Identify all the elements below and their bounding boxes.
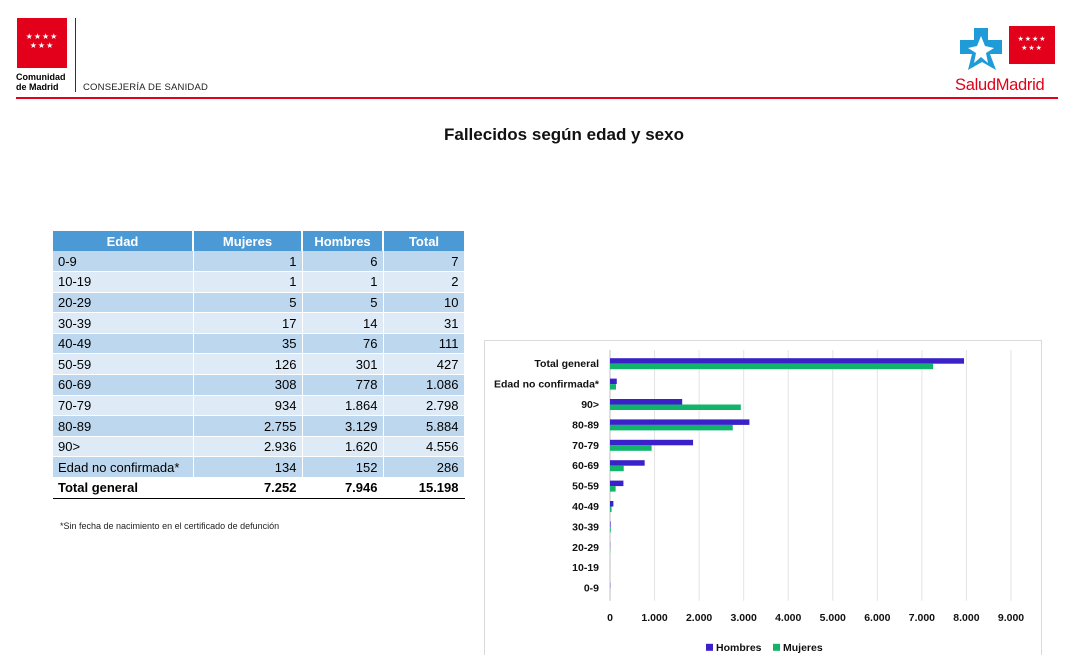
- category-label: 30-39: [572, 521, 599, 534]
- comunidad-madrid-name: Comunidad de Madrid: [16, 72, 66, 92]
- footnote: *Sin fecha de nacimiento en el certificado de defunción: [60, 521, 280, 531]
- page-title: Fallecidos según edad y sexo: [444, 125, 684, 144]
- x-tick-label: 1.000: [641, 611, 668, 624]
- bar-hombres: [610, 379, 617, 385]
- bar-mujeres: [610, 445, 652, 451]
- comunidad-madrid-flag-logo: [17, 18, 67, 68]
- bar-hombres: [610, 521, 611, 527]
- health-cross-icon: [958, 26, 1004, 72]
- category-label: Edad no confirmada*: [493, 378, 599, 391]
- table-header-row: [53, 231, 464, 251]
- bar-hombres: [610, 481, 623, 487]
- category-label: 60-69: [572, 460, 599, 473]
- category-label: 90>: [581, 399, 599, 411]
- category-label: 20-29: [572, 541, 599, 554]
- saludmadrid-logo: [955, 20, 1059, 96]
- bar-hombres: [610, 419, 749, 425]
- table-row: 60-69 308 778 1.086: [53, 375, 464, 396]
- saludmadrid-wordmark: SaludMadrid: [955, 76, 1045, 94]
- table-row: Edad no confirmada* 134 152 286: [53, 457, 464, 478]
- bar-mujeres: [610, 507, 612, 513]
- bar-mujeres: [610, 466, 624, 472]
- department-label: CONSEJERÍA DE SANIDAD: [83, 82, 209, 93]
- header-divider: [75, 18, 76, 92]
- header-red-rule: [16, 97, 1058, 99]
- bar-hombres: [610, 460, 645, 466]
- bar-mujeres: [610, 364, 933, 370]
- table-row: 10-19 1 1 2: [53, 272, 464, 293]
- category-label: 0-9: [583, 582, 599, 595]
- category-label: 80-89: [572, 419, 599, 432]
- bar-mujeres: [610, 486, 616, 492]
- legend-label-hombres: Hombres: [716, 641, 762, 654]
- category-label: Total general: [534, 358, 599, 371]
- column-header-total: Total: [383, 231, 464, 251]
- category-label: 10-19: [572, 562, 599, 575]
- legend-swatch-hombres: [706, 644, 713, 651]
- x-tick-label: 5.000: [819, 611, 846, 624]
- table-row: 80-89 2.755 3.129 5.884: [53, 416, 464, 437]
- table-row: 50-59 126 301 427: [53, 354, 464, 375]
- bar-mujeres: [610, 527, 611, 533]
- legend-label-mujeres: Mujeres: [783, 641, 823, 654]
- bar-hombres: [610, 440, 693, 446]
- category-label: 70-79: [572, 439, 599, 452]
- column-header-hombres: Hombres: [302, 231, 383, 251]
- table-body: [53, 251, 464, 498]
- x-tick-label: 8.000: [953, 611, 980, 624]
- x-tick-label: 9.000: [997, 611, 1025, 624]
- legend-swatch-mujeres: [773, 644, 780, 651]
- deaths-table: [53, 231, 465, 499]
- column-header-mujeres: Mujeres: [193, 231, 302, 251]
- table-row: 40-49 35 76 111: [53, 333, 464, 354]
- bar-mujeres: [610, 425, 733, 431]
- deaths-bar-chart: [484, 340, 1042, 655]
- x-tick-label: 0: [607, 611, 613, 624]
- category-label: 50-59: [572, 480, 599, 493]
- bar-mujeres: [610, 405, 741, 411]
- table-row: 90> 2.936 1.620 4.556: [53, 436, 464, 457]
- x-tick-label: 7.000: [908, 611, 936, 624]
- x-tick-label: 2.000: [685, 611, 713, 624]
- table-total-row: Total general 7.252 7.946 15.198: [53, 478, 464, 499]
- table-row: 0-9 1 6 7: [53, 251, 464, 272]
- table-row: 30-39 17 14 31: [53, 313, 464, 334]
- page-header: [0, 0, 1082, 100]
- bar-hombres: [610, 399, 682, 405]
- bar-mujeres: [610, 384, 616, 390]
- table-row: 20-29 5 5 10: [53, 292, 464, 313]
- x-tick-label: 4.000: [775, 611, 802, 624]
- bar-hombres: [610, 501, 613, 507]
- x-tick-label: 3.000: [730, 611, 757, 624]
- column-header-edad: Edad: [53, 231, 193, 251]
- saludmadrid-flag: ★★★★ ★★★: [1009, 26, 1055, 64]
- table-row: 70-79 934 1.864 2.798: [53, 395, 464, 416]
- bar-hombres: [610, 358, 964, 364]
- flag-stars: ★★★★ ★★★: [25, 32, 59, 50]
- category-label: 40-49: [572, 501, 599, 513]
- x-tick-label: 6.000: [864, 611, 891, 624]
